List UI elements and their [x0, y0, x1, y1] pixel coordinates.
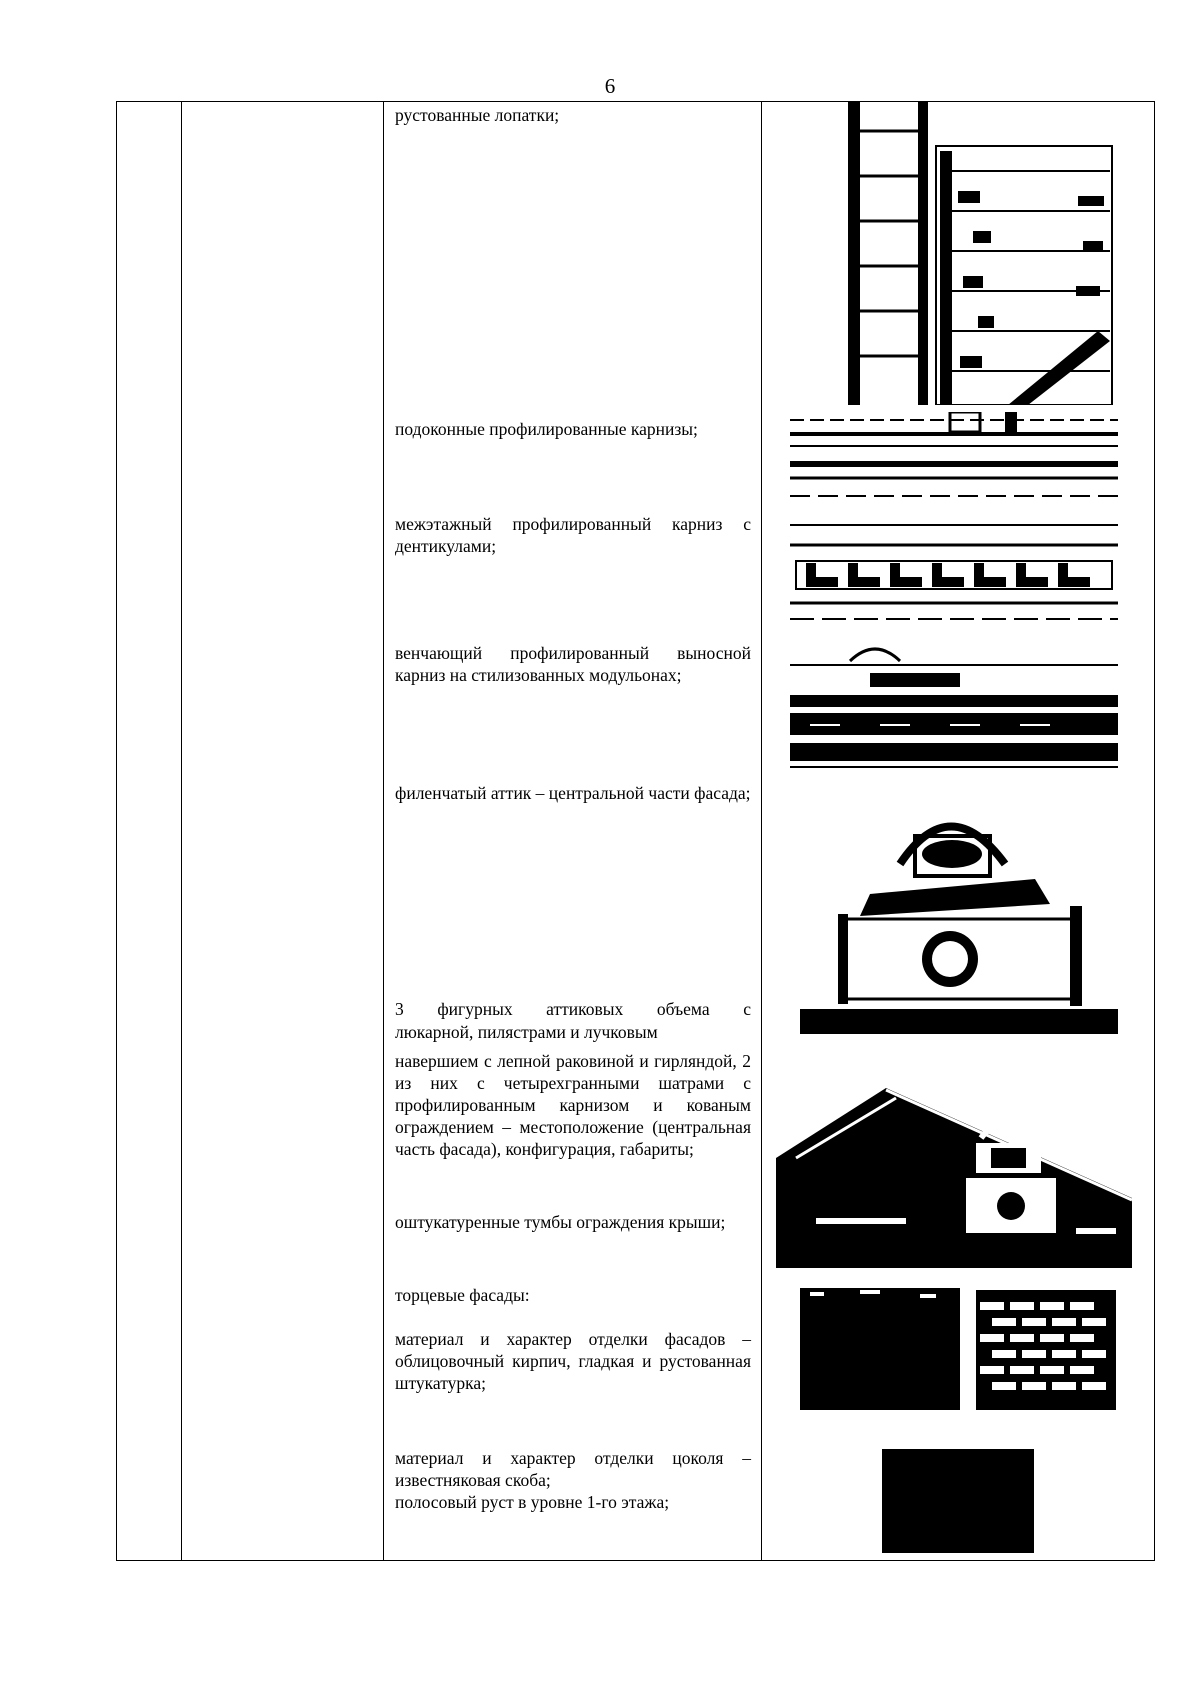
feature-text-4: венчающий профилированный выносной карниз на стилизованных модульонах; — [395, 643, 751, 685]
interfloor-dentil-cornice-photo — [790, 515, 1118, 627]
feature-text-10b: полосовый руст в уровне 1-го этажа; — [395, 1492, 670, 1512]
rusticated-pilasters-photo — [848, 101, 1118, 405]
column-divider-1 — [181, 101, 182, 1561]
window-sill-cornice-photo — [790, 412, 1118, 510]
attic-photo — [800, 794, 1118, 1034]
column-divider-2 — [383, 101, 384, 1561]
feature-text-2: подоконные профилированные карнизы; — [395, 419, 698, 439]
feature-text-6c: навершием с лепной раковиной и гирляндой, 2 из них с четырехгранными шатрами с профилированным карнизом и кованым ограждением – местоположение (центральная часть фасада), конфигурация, габариты; — [395, 1051, 751, 1159]
feature-text-1: рустованные лопатки; — [395, 105, 560, 125]
crowning-cornice-photo — [790, 633, 1118, 771]
feature-text-9: материал и характер отделки фасадов – облицовочный кирпич, гладкая и рустованная штукатурка; — [395, 1329, 751, 1393]
feature-text-5: филенчатый аттик – центральной части фасада; — [395, 783, 751, 803]
page-number: 6 — [604, 74, 616, 98]
feature-text-8: торцевые фасады: — [395, 1285, 530, 1305]
feature-text-10a: материал и характер отделки цоколя – известняковая скоба; — [395, 1448, 751, 1490]
plinth-finish-photo — [882, 1449, 1034, 1553]
column-divider-3 — [761, 101, 762, 1561]
attic-volumes-roof-photo — [776, 1068, 1132, 1268]
feature-text-6b: люкарной, пилястрами и лучковым — [395, 1022, 658, 1042]
feature-text-6a: 3 фигурных аттиковых объема с — [395, 999, 751, 1019]
facade-finish-photo — [800, 1288, 1116, 1410]
feature-text-7: оштукатуренные тумбы ограждения крыши; — [395, 1212, 726, 1232]
feature-text-3: межэтажный профилированный карниз с дентикулами; — [395, 514, 751, 556]
